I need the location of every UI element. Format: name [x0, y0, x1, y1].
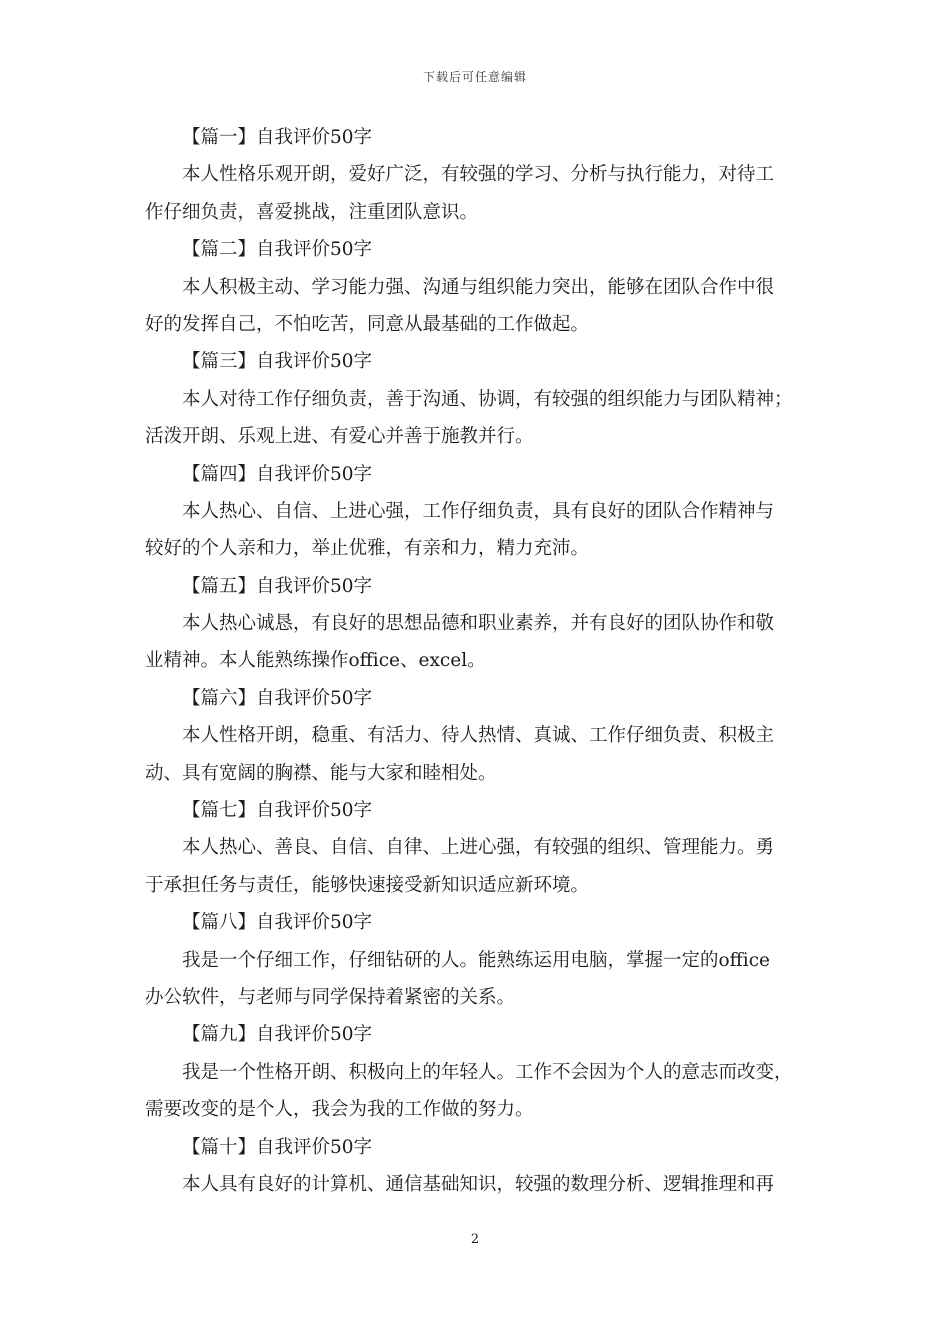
paragraph-line: 活泼开朗、乐观上进、有爱心并善于施教并行。: [145, 426, 534, 448]
section-heading: 【篇十】自我评价50字: [182, 1136, 373, 1158]
paragraph-line: 本人热心、自信、上进心强，工作仔细负责，具有良好的团队合作精神与: [182, 500, 775, 522]
paragraph-line: 本人具有良好的计算机、通信基础知识，较强的数理分析、逻辑推理和再: [182, 1173, 775, 1195]
paragraph-line: 较好的个人亲和力，举止优雅，有亲和力，精力充沛。: [145, 538, 590, 560]
paragraph-line: 本人积极主动、学习能力强、沟通与组织能力突出，能够在团队合作中很: [182, 276, 775, 298]
paragraph-line: 本人热心诚恳，有良好的思想品德和职业素养，并有良好的团队协作和敬: [182, 613, 775, 635]
paragraph-line: 本人性格乐观开朗，爱好广泛，有较强的学习、分析与执行能力，对待工: [182, 164, 775, 186]
paragraph-line: 业精神。本人能熟练操作office、excel。: [145, 650, 486, 672]
section-heading: 【篇一】自我评价50字: [182, 127, 373, 148]
section-heading: 【篇五】自我评价50字: [182, 575, 373, 597]
paragraph-line: 本人对待工作仔细负责，善于沟通、协调，有较强的组织能力与团队精神；: [182, 388, 793, 410]
section-heading: 【篇九】自我评价50字: [182, 1024, 373, 1046]
header-note: 下载后可任意编辑: [422, 70, 527, 84]
paragraph-line: 需要改变的是个人，我会为我的工作做的努力。: [145, 1099, 534, 1121]
paragraph-line: 办公软件，与老师与同学保持着紧密的关系。: [145, 986, 516, 1008]
page-number: 2: [470, 1232, 480, 1247]
section-heading: 【篇二】自我评价50字: [182, 239, 373, 261]
paragraph-line: 作仔细负责，喜爱挑战，注重团队意识。: [145, 201, 479, 223]
paragraph-line: 本人性格开朗，稳重、有活力、待人热情、真诚、工作仔细负责、积极主: [182, 725, 775, 747]
section-heading: 【篇六】自我评价50字: [182, 687, 373, 709]
document-body: [145, 119, 810, 1203]
paragraph-line: 于承担任务与责任，能够快速接受新知识适应新环境。: [145, 874, 590, 896]
section-heading: 【篇八】自我评价50字: [182, 912, 373, 934]
paragraph-line: 我是一个仔细工作，仔细钻研的人。能熟练运用电脑，掌握一定的office: [182, 949, 771, 971]
paragraph-line: 动、具有宽阔的胸襟、能与大家和睦相处。: [145, 762, 497, 784]
paragraph-line: 本人热心、善良、自信、自律、上进心强，有较强的组织、管理能力。勇: [182, 837, 775, 859]
section-heading: 【篇三】自我评价50字: [182, 351, 373, 373]
section-heading: 【篇七】自我评价50字: [182, 800, 373, 822]
paragraph-line: 好的发挥自己，不怕吃苦，同意从最基础的工作做起。: [145, 313, 590, 335]
section-heading: 【篇四】自我评价50字: [182, 463, 373, 485]
paragraph-line: 我是一个性格开朗、积极向上的年轻人。工作不会因为个人的意志而改变，: [182, 1061, 793, 1083]
